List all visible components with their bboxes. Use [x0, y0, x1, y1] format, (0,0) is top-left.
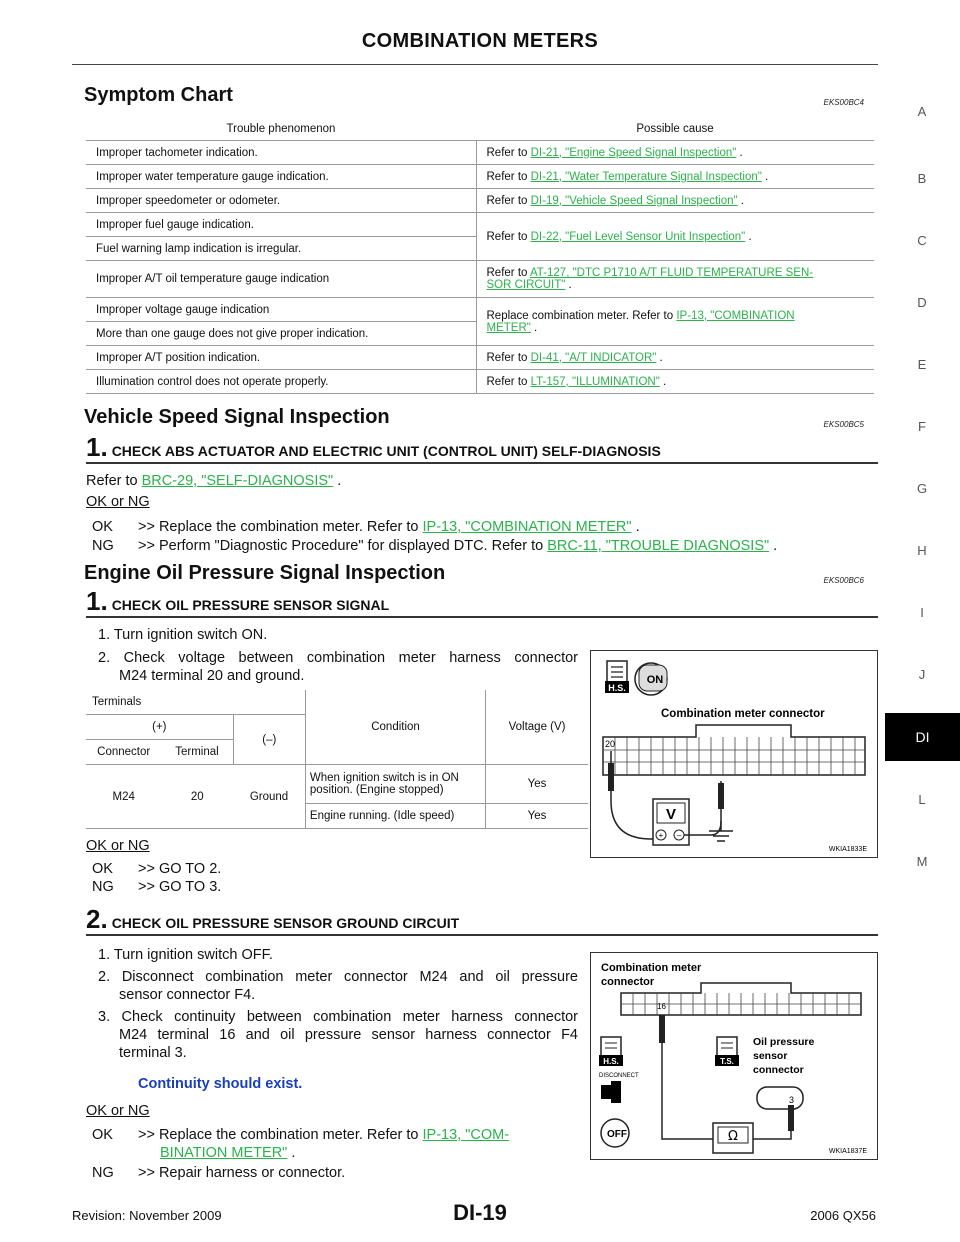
fig1-caption: Combination meter connector	[661, 708, 825, 720]
side-index-j[interactable]: J	[918, 667, 926, 682]
eop-s2-item1: 1. Turn ignition switch OFF.	[98, 947, 273, 963]
vss-ok-label: OK	[92, 519, 113, 535]
cause-link[interactable]: DI-41, "A/T INDICATOR"	[530, 351, 657, 364]
eop-title: Engine Oil Pressure Signal Inspection	[84, 562, 446, 584]
cause-link[interactable]: IP-13, "COMBINATION	[676, 309, 795, 322]
sensor-label-3: connector	[753, 1064, 804, 1076]
table-row	[86, 189, 874, 213]
vss-step-1: 1. CHECK ABS ACTUATOR AND ELECTRIC UNIT (CONTROL UNIT) SELF-DIAGNOSIS	[86, 432, 661, 462]
side-index-h[interactable]: H	[917, 543, 927, 558]
fig1-id: WKIA1833E	[828, 846, 867, 853]
side-index-b[interactable]: B	[917, 171, 927, 186]
plus-probe: +	[658, 831, 664, 840]
symptom-cell: Improper water temperature gauge indication.	[86, 165, 476, 189]
pin-20-label: 20	[605, 739, 616, 749]
cause-cell: Refer to AT-127, "DTC P1710 A/T FLUID TEMPERATURE SEN- SOR CIRCUIT" .	[476, 261, 874, 298]
cause-link[interactable]: DI-22, "Fuel Level Sensor Unit Inspection"	[530, 230, 746, 243]
step-rule	[86, 462, 878, 464]
side-index-g[interactable]: G	[916, 481, 928, 496]
cause-link-cont[interactable]: METER"	[486, 321, 531, 334]
eop-s2-item3a: 3. Check continuity between combination meter harness connector	[98, 1009, 578, 1025]
table-row	[86, 261, 874, 298]
vss-refer: Refer to BRC-29, "SELF-DIAGNOSIS" .	[86, 473, 342, 489]
sensor-label-2: sensor	[753, 1050, 788, 1062]
sensor-label-1: Oil pressure	[753, 1036, 815, 1048]
eop-ng1-text: >> GO TO 3.	[138, 879, 222, 895]
table-row	[86, 346, 874, 370]
figure-meter-voltage	[590, 650, 878, 858]
cause-link[interactable]: AT-127, "DTC P1710 A/T FLUID TEMPERATURE SEN-	[529, 267, 814, 279]
vss-ok-or-ng: OK or NG	[86, 494, 150, 510]
disconnect-label: DISCONNECT	[599, 1073, 639, 1079]
side-index-d[interactable]: D	[917, 295, 927, 310]
minus-header: (–)	[233, 715, 305, 765]
side-index-e[interactable]: E	[917, 357, 927, 372]
symptom-cell: Illumination control does not operate properly.	[86, 370, 476, 394]
cause-link[interactable]: DI-21, "Engine Speed Signal Inspection"	[530, 146, 737, 159]
vss-ng-label: NG	[92, 538, 114, 554]
page-header-title: COMBINATION METERS	[361, 30, 599, 52]
fig2-caption-2: connector	[601, 976, 655, 988]
pin-16-label: 16	[657, 1002, 666, 1011]
table-row	[86, 370, 874, 394]
eop-step-2: 2. CHECK OIL PRESSURE SENSOR GROUND CIRCUIT	[86, 904, 460, 934]
eop-ok2-link[interactable]: IP-13, "COM-	[422, 1127, 510, 1143]
table-row	[86, 165, 874, 189]
vss-ok-link[interactable]: IP-13, "COMBINATION METER"	[422, 519, 632, 535]
terminal-header: Terminal	[161, 740, 233, 765]
symptom-header-phenomenon: Trouble phenomenon	[86, 117, 476, 141]
condition-value: Engine running. (Idle speed)	[305, 804, 485, 829]
terminals-table	[86, 690, 588, 829]
symptom-cell: Improper A/T position indication.	[86, 346, 476, 370]
page-number: DI-19	[453, 1200, 507, 1225]
table-row	[86, 141, 874, 165]
symptom-cell: Fuel warning lamp indication is irregular.	[86, 237, 476, 261]
terminals-header: Terminals	[86, 690, 305, 715]
eop-ng2-text: >> Repair harness or connector.	[138, 1165, 346, 1181]
eop-ok1-text: >> GO TO 2.	[138, 861, 222, 877]
eop-ok2-label: OK	[92, 1127, 113, 1143]
eop-s2-item3b: M24 terminal 16 and oil pressure sensor harness connector F4	[119, 1027, 578, 1043]
eop-s2-item3c: terminal 3.	[119, 1045, 187, 1061]
eop-s1-item2b: M24 terminal 20 and ground.	[119, 668, 305, 684]
ohmmeter-symbol: Ω	[728, 1129, 738, 1144]
vss-refer-link[interactable]: BRC-29, "SELF-DIAGNOSIS"	[141, 473, 334, 489]
cause-cell: Refer to DI-21, "Water Temperature Signal Inspection" .	[476, 165, 874, 189]
vss-code: EKS00BC5	[823, 420, 864, 429]
figure-ground-circuit	[590, 952, 878, 1160]
fig2-ts-text: T.S.	[720, 1057, 734, 1066]
condition-value: When ignition switch is in ON position. (Engine stopped)	[305, 765, 485, 804]
header-rule	[72, 64, 878, 65]
side-index-c[interactable]: C	[917, 233, 927, 248]
side-index-m[interactable]: M	[916, 854, 928, 869]
ground-circuit-diagram	[591, 953, 877, 1159]
eop-ok1-label: OK	[92, 861, 113, 877]
side-index-l[interactable]: L	[918, 792, 926, 807]
vss-ng-link[interactable]: BRC-11, "TROUBLE DIAGNOSIS"	[547, 538, 770, 554]
voltage-value: Yes	[486, 765, 588, 804]
side-index-f[interactable]: F	[918, 419, 926, 434]
cause-cell: Replace combination meter. Refer to IP-13, "COMBINATION METER" .	[476, 298, 874, 346]
fig2-caption-1: Combination meter	[601, 962, 702, 974]
continuity-note: Continuity should exist.	[138, 1076, 303, 1092]
symptom-cell: Improper fuel gauge indication.	[86, 213, 476, 237]
cause-cell: Refer to DI-19, "Vehicle Speed Signal Inspection" .	[476, 189, 874, 213]
eop-ng2-label: NG	[92, 1165, 114, 1181]
minus-probe: –	[676, 831, 682, 840]
step-rule	[86, 934, 878, 936]
eop-ok2-link-cont[interactable]: BINATION METER"	[160, 1145, 288, 1161]
vss-title: Vehicle Speed Signal Inspection	[84, 406, 390, 428]
voltage-value: Yes	[486, 804, 588, 829]
cause-cell: Refer to DI-21, "Engine Speed Signal Inspection" .	[476, 141, 874, 165]
eop-step-1: 1. CHECK OIL PRESSURE SENSOR SIGNAL	[86, 586, 390, 616]
symptom-chart-title: Symptom Chart	[84, 84, 233, 106]
vss-ng-text: >> Perform "Diagnostic Procedure" for displayed DTC. Refer to BRC-11, "TROUBLE DIAGNOSIS" .	[138, 538, 778, 554]
fig2-id: WKIA1837E	[828, 1148, 867, 1155]
off-key-text: OFF	[607, 1129, 627, 1140]
side-index-di-active[interactable]: DI	[885, 713, 960, 761]
cause-link[interactable]: LT-157, "ILLUMINATION"	[530, 375, 660, 388]
eop-ok2-text-cont: BINATION METER" .	[160, 1145, 296, 1161]
voltage-header: Voltage (V)	[486, 690, 588, 765]
table-row	[86, 298, 874, 322]
eop-ok2-text: >> Replace the combination meter. Refer to IP-13, "COM-	[138, 1127, 510, 1143]
cause-cell: Refer to LT-157, "ILLUMINATION" .	[476, 370, 874, 394]
symptom-cell: Improper tachometer indication.	[86, 141, 476, 165]
plus-header: (+)	[86, 715, 233, 740]
footer-model: 2006 QX56	[810, 1208, 876, 1223]
connector-value: M24	[86, 765, 161, 829]
hs-badge-text: H.S.	[608, 683, 626, 693]
side-index-a[interactable]: A	[917, 104, 927, 119]
table-row	[86, 765, 588, 804]
symptom-chart-code: EKS00BC4	[823, 98, 864, 107]
table-row	[86, 213, 874, 237]
eop-s2-item2a: 2. Disconnect combination meter connector M24 and oil pressure	[98, 969, 578, 985]
symptom-header-cause: Possible cause	[476, 117, 874, 141]
symptom-cell: Improper voltage gauge indication	[86, 298, 476, 322]
pin-3-label: 3	[789, 1095, 795, 1105]
eop-code: EKS00BC6	[823, 576, 864, 585]
meter-voltage-diagram	[591, 651, 877, 857]
eop-s1-item2a: 2. Check voltage between combination meter harness connector	[98, 650, 578, 666]
connector-header: Connector	[86, 740, 161, 765]
symptom-cell: Improper A/T oil temperature gauge indication	[86, 261, 476, 298]
ground-value: Ground	[233, 765, 305, 829]
cause-link[interactable]: DI-21, "Water Temperature Signal Inspection"	[530, 170, 762, 183]
eop-ng1-label: NG	[92, 879, 114, 895]
symptom-table	[86, 117, 874, 394]
eop-ok-or-ng-1: OK or NG	[86, 838, 150, 854]
footer-revision: Revision: November 2009	[72, 1208, 222, 1223]
symptom-cell: Improper speedometer or odometer.	[86, 189, 476, 213]
fig2-hs-text: H.S.	[603, 1057, 619, 1066]
cause-cell: Refer to DI-41, "A/T INDICATOR" .	[476, 346, 874, 370]
voltmeter-v: V	[665, 806, 677, 823]
step-rule	[86, 616, 878, 618]
cause-link[interactable]: DI-19, "Vehicle Speed Signal Inspection"	[530, 194, 738, 207]
condition-header: Condition	[305, 690, 485, 765]
side-index-i[interactable]: I	[920, 605, 924, 620]
terminal-value: 20	[161, 765, 233, 829]
eop-s1-item1: 1. Turn ignition switch ON.	[98, 627, 268, 643]
symptom-cell: More than one gauge does not give proper indication.	[86, 322, 476, 346]
eop-s2-item2b: sensor connector F4.	[119, 987, 256, 1003]
cause-cell: Refer to DI-22, "Fuel Level Sensor Unit Inspection" .	[476, 213, 874, 261]
vss-ok-text: >> Replace the combination meter. Refer to IP-13, "COMBINATION METER" .	[138, 519, 640, 535]
on-key-text: ON	[646, 674, 664, 686]
cause-link-cont[interactable]: SOR CIRCUIT"	[486, 279, 566, 291]
eop-ok-or-ng-2: OK or NG	[86, 1103, 150, 1119]
